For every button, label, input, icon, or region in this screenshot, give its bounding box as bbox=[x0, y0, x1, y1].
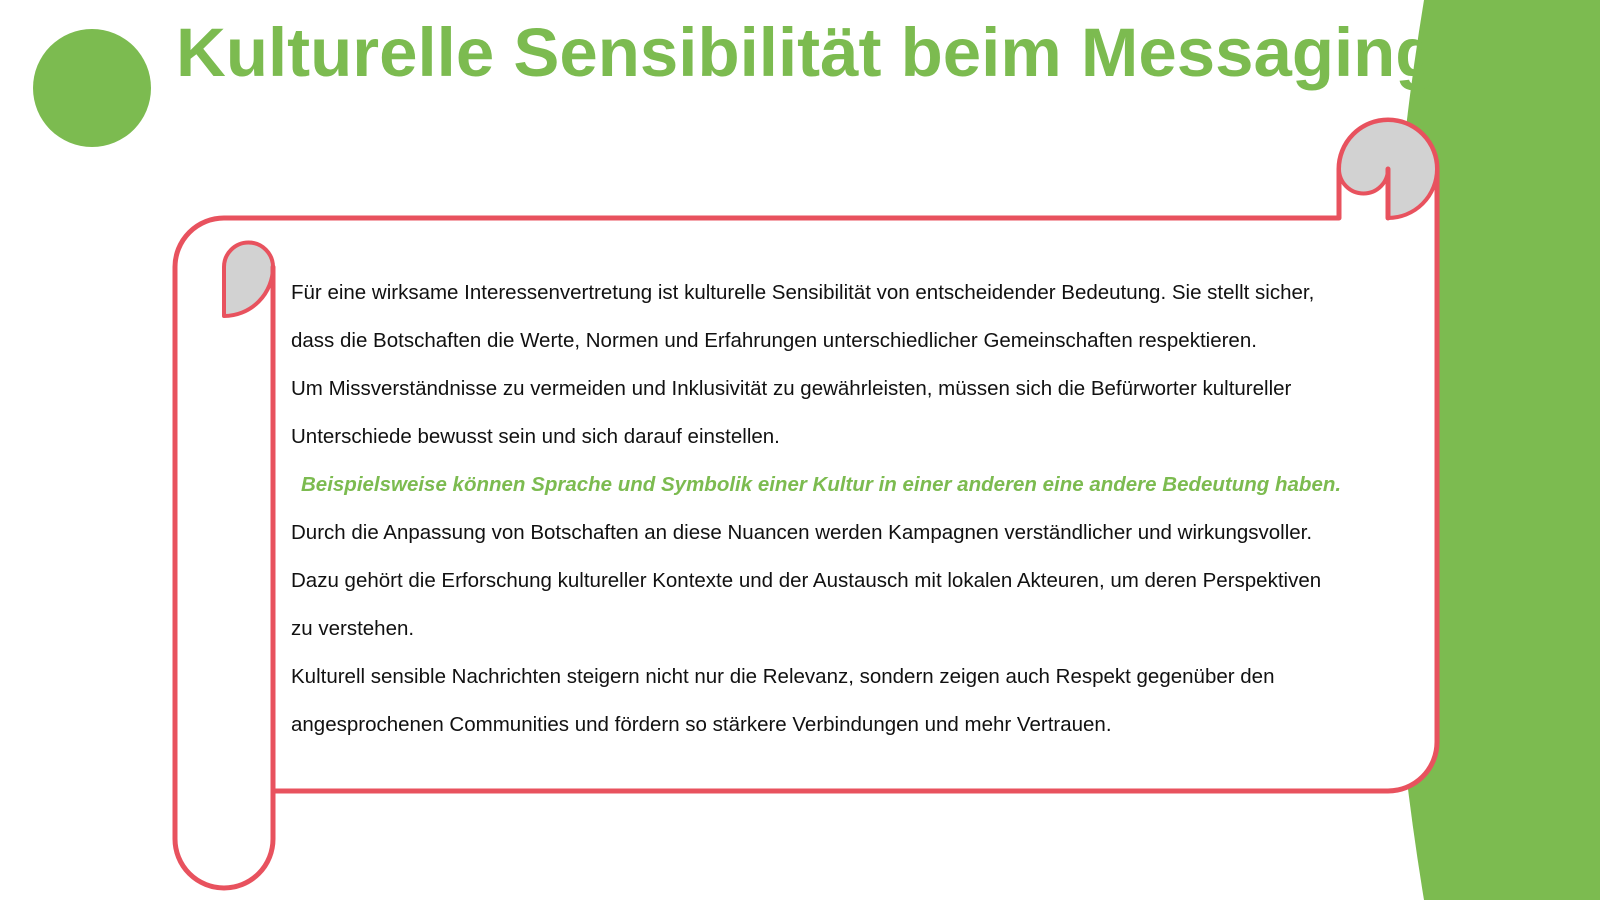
text-line: Kulturell sensible Nachrichten steigern nicht nur die Relevanz, sondern zeigen auch Respekt gegenüber den bbox=[291, 665, 1275, 688]
green-dot-decoration bbox=[33, 29, 151, 147]
highlight-text-line: Beispielsweise können Sprache und Symbolik einer Kultur in einer anderen eine andere Bedeutung haben. bbox=[301, 473, 1342, 496]
text-line: Unterschiede bewusst sein und sich darauf einstellen. bbox=[291, 425, 780, 448]
text-line: Dazu gehört die Erforschung kultureller Kontexte und der Austausch mit lokalen Akteuren, um deren Perspektiven bbox=[291, 569, 1322, 592]
text-line: Durch die Anpassung von Botschaften an diese Nuancen werden Kampagnen verständlicher und wirkungsvoller. bbox=[291, 521, 1313, 544]
slide-title: Kulturelle Sensibilität beim Messaging bbox=[176, 14, 1438, 91]
text-line: angesprochenen Communities und fördern so stärkere Verbindungen und mehr Vertrauen. bbox=[291, 713, 1112, 736]
scroll-text-block bbox=[291, 269, 1431, 749]
text-line: Für eine wirksame Interessenvertretung ist kulturelle Sensibilität von entscheidender Bedeutung. Sie stellt sicher, bbox=[291, 281, 1315, 304]
text-line: dass die Botschaften die Werte, Normen und Erfahrungen unterschiedlicher Gemeinschaften respektieren. bbox=[291, 329, 1257, 352]
text-line: Um Missverständnisse zu vermeiden und Inklusivität zu gewährleisten, müssen sich die Befürworter kultureller bbox=[291, 377, 1292, 400]
text-line: zu verstehen. bbox=[291, 617, 415, 640]
